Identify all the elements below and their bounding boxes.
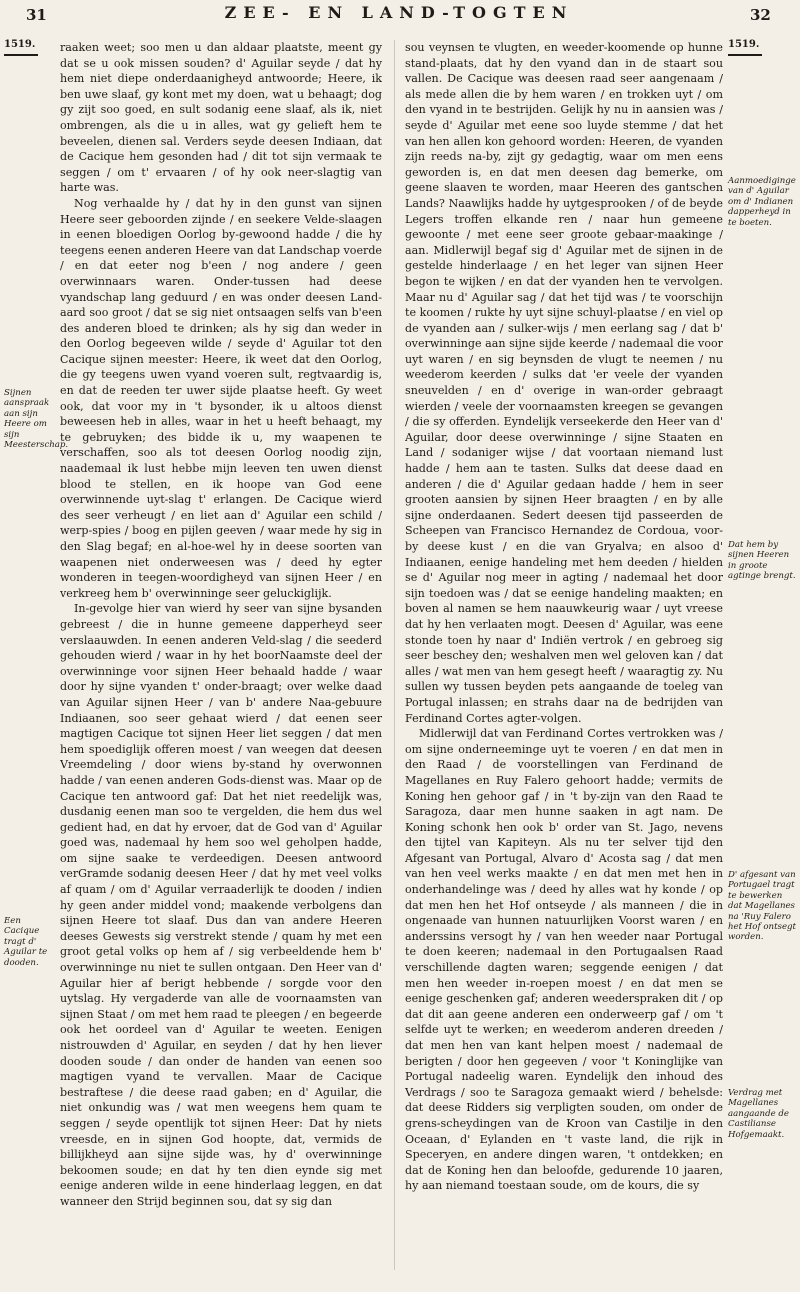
running-title: ZEE- EN LAND-TOGTEN: [224, 3, 574, 22]
right-paragraph-1: sou veynsen te vlugten, en weeder-koomende op hunne stand-plaats, dat hy den vyand dan in de staart sou vallen. De Cacique was deesen raad seer aangenaam / als mede allen die by hem waren / en trokken uyt / om den vyand in te bestrijden. Gelijk hy nu in aansien was / seyde d' Aguilar met eene soo luyde stemme / dat het van hen allen kon gehoord worden: Heeren, de vyanden zijn reeds na-by, zijt gy gedagtig, waar om men eens geworden is, en dat men deesen dag bemerke, om geene slaaven te worden, maar Heeren des gantschen Lands? Naawlijks hadde hy uytgesprooken / of de beyde Legers troffen elkande ren / naar hun gemeene gewoonte / met eene seer groote gebaar-maakinge / aan. Midlerwijl begaf sig d' Aguilar met de sijnen in de gestelde hinderlaage / en het leger van sijnen Heer begon te wijken / en dat der vyanden hen te vervolgen. Maar nu d' Aguilar sag / dat het tijd was / te voorschijn te koomen / rukte hy uyt sijne schuyl-plaatse / en viel op de vyanden aan / sulker-wijs / men eerlang sag / dat b' overwinninge aan sijne sijde keerde / nademaal die voor uyt waren / en sig beynsden de vlugt te neemen / nu weederom keerden / sulks dat 'er veele der vyanden sneuvelden / en d' overige in wan-order gebraagt wierden / veele der voornaamsten kreegen se gevangen / die sy offerden. Eyndelijk verseekerde den Heer van d' Aguilar, door deese overwinninge / sijne Staaten en Land / sodaniger wijse / dat voortaan niemand lust hadde / hem aan te tasten. Sulks dat deese daad en anderen / die d' Aguilar gedaan hadde / hem in seer grooten aansien by sijnen Heer braagten / en by alle sijne onderdaanen. Sedert deesen tijd passeerden de Scheepen van Francisco Hernandez de Cordoua, voor-by deese kust / en die van Gryalva; en alsoo d' Indiaanen, eenige handeling met hem deeden / hielden se d' Aguilar nog meer in agting / nademaal het door sijn toedoen was / dat se eenige handeling maakten; en boven al namen se hem naauwkeurig waar / uyt vreese dat hy hen verlaaten mogt. Deesen d' Aguilar, was eene stonde toen hy naar d' Indiën vertrok / en gebroeg sig seer beschey den; weshalven men wel geloven kan / dat alles / wat men van hem gesegt heeft / waaragtig zy. Nu sullen wy tussen beyden pets aangaande de toeleg van Portugal inlassen; en strahs daar na de bedrijden van Ferdinand Cortes agter-volgen.: [405, 41, 723, 725]
margin-note-left-1: Sijnen aanspraak aan sijn Heere om sijn Meesterschap.: [4, 388, 69, 451]
left-paragraph-2: Nog verhaalde hy / dat hy in den gunst van sijnen Heere seer geboorden zijnde / en seekere Velde-slaagen in eenen bloedigen Oorlog by-gewoond hadde / die hy teegens eenen anderen Heere van dat Landschap voerde / en dat eeter nog b'een / nog andere / geen overwinnaars waren. Onder-tussen had deese vyandschap lang geduurd / en was onder deesen Land-aard soo groot / dat se sig niet ontsaagen selfs van b'een des anderen bloed te drinken; als hy sig dan weder in den Oorlog begeeven wilde / seyde d' Aguilar tot den Cacique sijnen meester: Heere, ik weet dat den Oorlog, die gy teegens uwen vyand voeren sult, regtvaardig is, en dat de reeden ter uwer sijde plaatse heeft. Gy weet ook, dat voor my in 't bysonder, ik u altoos dienst beweesen heb in alles, waar in het u heeft behaagt, my te gebruyken; des bidde ik u, my waapenen te verschaffen, soo als tot deesen Oorlog noodig zijn, naademaal ik lust hebbe mijn leeven ten uwen dienst blood te stellen, en ik hoope van God eene overwinnende uyt-slag t' erlangen. De Cacique wierd des seer verheugt / en liet aan d' Aguilar een schild / werp-spies / boog en pijlen geeven / waar mede hy sig in den Slag begaf; en al-hoe-wel hy in deese soorten van waapenen niet onderweesen was / deed hy egter wonderen in teegen-woordigheyd van sijnen Heer / en verkreeg hem b' overwinninge seer geluckiglijk.: [60, 196, 382, 600]
right-paragraph-2: Midlerwijl dat van Ferdinand Cortes vertrokken was / om sijne onderneeminge uyt te voeren / en dat men in den Raad / de voorstellingen van Ferdinand de Magellanes en Ruy Falero gehoort hadde; vermits de Koning hen gehoor gaf / in 't by-zijn van den Raad te Saragoza, daar men hunne saaken in agt nam. De Koning schonk hen ook b' order van St. Jago, nevens den tijtel van Kapiteyn. Als nu ter selver tijd den Afgesant van Portugal, Alvaro d' Acosta sag / dat men van hen veel werks maakte / en dat men met hen in onderhandelinge was / deed hy alles wat hy konde / op dat men hen het Hof ontseyde / als manneen / die in ongenaade van hunnen natuurlijken Voorst waren / en anderssins versogt hy / van hen weeder naar Portugal te doen keeren; nademaal in den Portugaalsen Raad verschillende dagten waren; seggende eenigen / dat men hen weeder in-roepen moest / en dat men se eenige geschenken gaf; anderen weederspraken dit / op dat dit aan geene anderen een onderweerp gaf / om 't selfde uyt te werken; en weederom anderen dreeden / dat men hen van kant helpen moest / nademaal de berigten / door hen gegeeven / voor 't Koninglijke van Portugal nadeelig waren. Eyndelijk den inhoud des Verdrags / soo te Saragoza gemaakt wierd / behelsde: dat deese Ridders sig verpligten souden, om onder de grens-scheydingen van de Kroon van Castilje in den Oceaan, d' Eylanden en 't vaste land, die rijk in Speceryen, en andere dingen waren, 't ontdekken; en dat de Koning hen dan beloofde, gedurende 10 jaaren, hy aan niemand toestaan soude, om de kours, die sy: [405, 727, 723, 1193]
year-rule-left: [4, 54, 38, 56]
left-paragraph-1: raaken weet; soo men u dan aldaar plaatste, meent gy dat se u ook missen souden? d' Aguilar seyde / dat hy hem niet diepe onderdaanigheyd antwoorde; Heere, ik ben uwe slaaf, gy kont met my doen, wat u behaagt; dog gy zijt soo goed, en sult sodanig eene slaaf, als ik, niet ombrengen, als die u in alles, wat gy gelieft hem te beveelen, dienen sal. Verders seyde deesen Indiaan, dat de Cacique hem gesonden had / dit tot sijn vermaak te seggen / om t' ervaaren / of hy ook neer-slagtig van harte was.: [60, 41, 382, 195]
page-number-right: 32: [750, 6, 771, 24]
margin-year-left: [4, 40, 58, 61]
left-column: [60, 40, 382, 1280]
margin-note-left-2: Een Cacique tragt d' Aguilar te dooden.: [4, 916, 48, 968]
margin-note-right-4: Verdrag met Magellanes aangaande de Castilianse Hofgemaakt.: [728, 1088, 789, 1140]
margin-year-left-text: 1519.: [4, 39, 36, 50]
margin-note-right-1: Aanmoediginge van d' Aguilar om d' Indianen dapperheyd in te boeten.: [728, 176, 796, 228]
margin-note-right-2: Dat hem by sijnen Heeren in groote agtinge brengt.: [728, 540, 796, 582]
left-paragraph-3: In-gevolge hier van wierd hy seer van sijne bysanden gebreest / die in hunne gemeene dapperheyd seer verslaauwden. In eenen anderen Veld-slag / die seederd gehouden wierd / waar in hy het boorNaamste deel der overwinninge voor sijnen Heer behaald hadde / waar door hy sijne vyanden t' onder-braagt; over welke daad van Aguilar sijnen Heer / van b' andere Naa-gebuure Indiaanen, soo seer gehaat wierd / dat eenen seer magtigen Cacique tot sijnen Heer liet seggen / dat men hem spoediglijk offeren moest / van weegen dat deesen Vreemdeling / door wiens by-stand hy overwonnen hadde / van eenen anderen Gods-dienst was. Maar op de Cacique ten antwoord gaf: Dat het niet reedelijk was, dusdanig eenen man soo te vergelden, die hem dus wel gedient had, en dat hy ervoer, dat de God van d' Aguilar goed was, nademaal hy hem soo wel geholpen hadde, om sijne saake te verdeedigen. Deesen antwoord verGramde sodanig deesen Heer / dat hy met veel volks af quam / om d' Aguilar verraaderlijk te dooden / indien hy geen ander middel vond; maakende verbolgens dan sijnen Heere tot slaaf. Dus dan van andere Heeren deeses Gewests sig verstrekt stende / quam hy met een groot getal volks op hem af / sig verbeeldende hem b' overwinninge nu niet te sullen ontgaan. Den Heer van d' Aguilar hier af berigt hebbende / sorgde voor den uytslag. Hy vergaderde van alle de voornaamsten van sijnen Staat / om met hem raad te pleegen / en begeerde ook het oordeel van d' Aguilar te weeten. Eenigen nistrouwden d' Aguilar, en seyden / dat hy hen liever dooden soude / dan onder de handen van eenen soo magtigen vyand te vervallen. Maar de Cacique bestraftese / die deese raad gaben; en d' Aguilar, die niet onkundig was / wat men weegens hem quam te seggen / seyde opentlijk tot sijnen Heer: Dat hy niets vreesde, en in sijnen God hoopte, dat, vermids de billijkheyd aan sijne sijde was, hy d' overwinninge bekoomen soude; en dat hy ten dien eynde sig met eenige anderen wilde in eene hinderlaag leggen, en dat wanneer den Strijd beginnen sou, dat sy sig dan: [60, 602, 382, 1208]
year-rule-right: [728, 54, 762, 56]
margin-year-right: [728, 40, 796, 61]
right-column: [405, 40, 723, 1280]
page-number-left: 31: [26, 6, 47, 24]
margin-year-right-text: 1519.: [728, 39, 760, 50]
margin-note-right-3: D' afgesant van Portugael tragt te bewerken dat Magellanes na 'Ruy Falero het Hof ontsegt worden.: [728, 870, 796, 943]
column-divider: [394, 40, 395, 1270]
